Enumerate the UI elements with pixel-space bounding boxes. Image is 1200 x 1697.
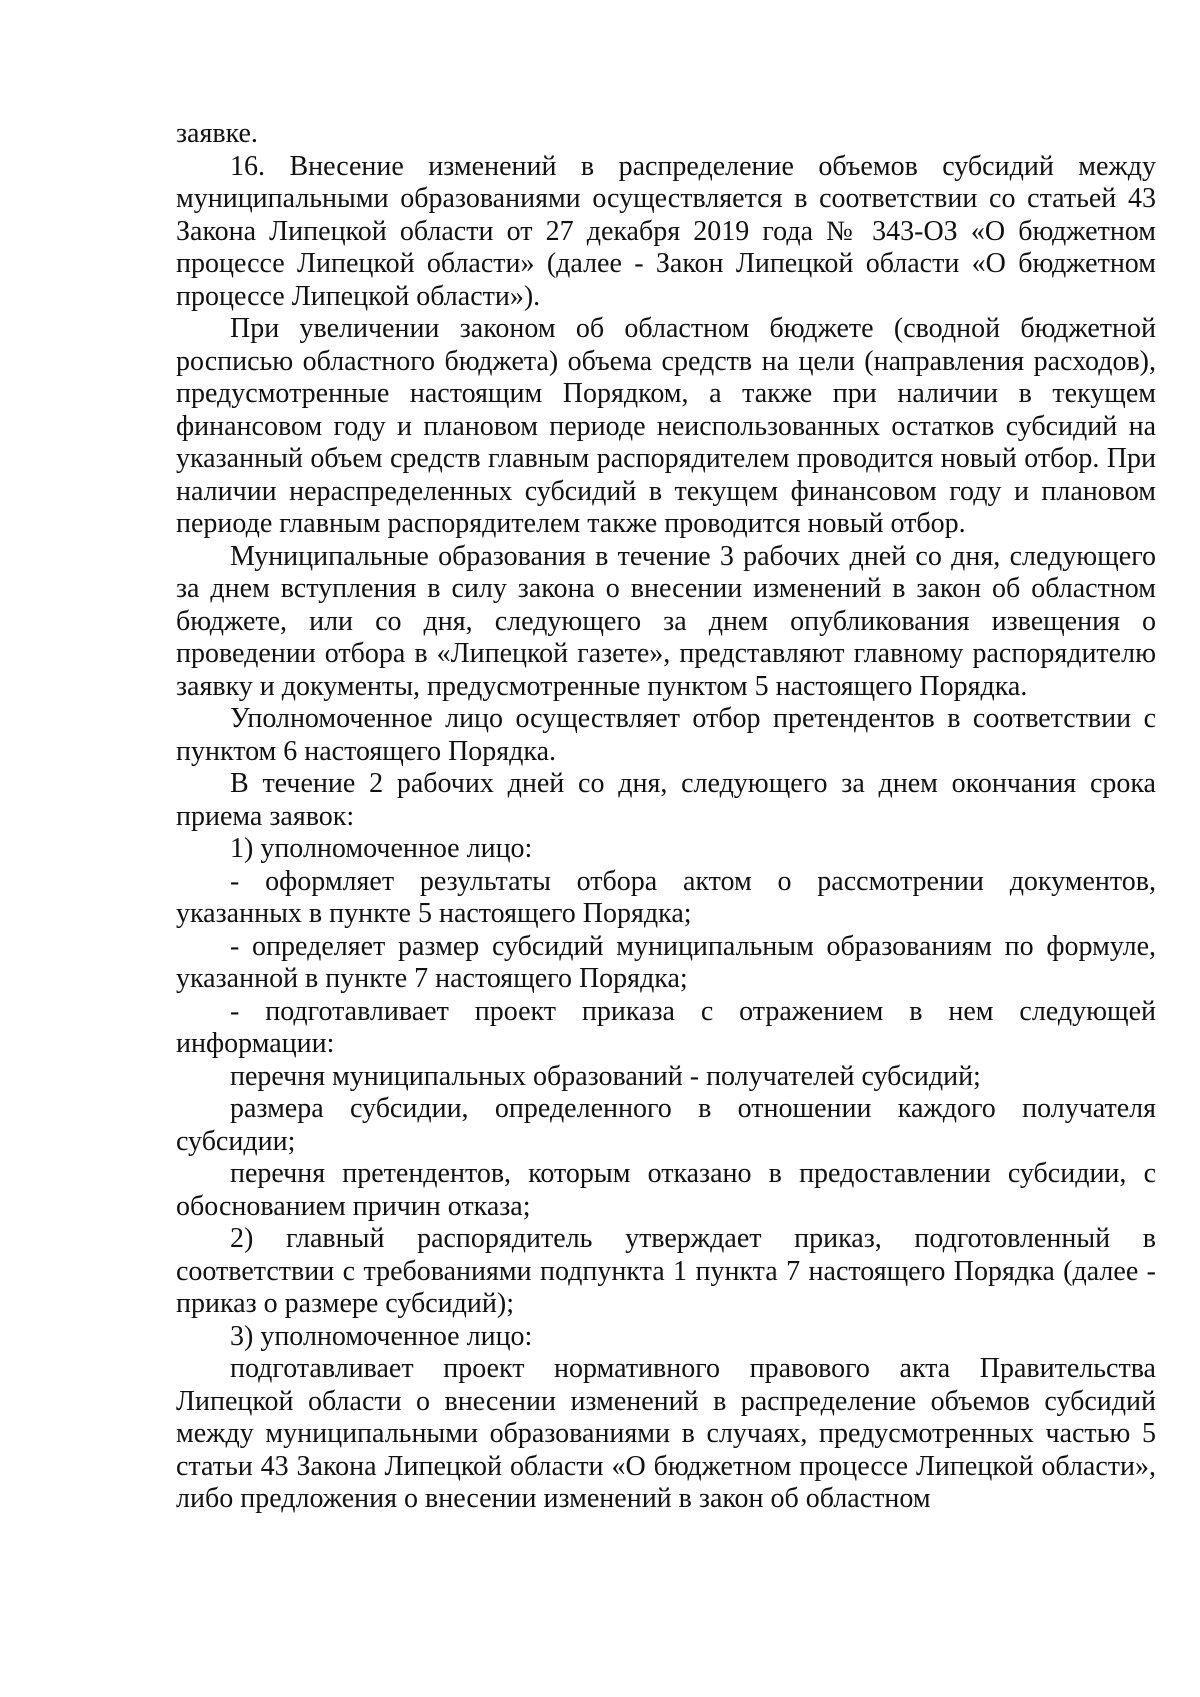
paragraph-new-selection: При увеличении законом об областном бюджете (сводной бюджетной росписью областного бюджета) объема средств на цели (направления расходов), предусмотренные настоящим Порядком, а также при наличии в текущем финансовом году и плановом периоде неиспользованных остатков субсидий на указанный объем средств главным распорядителем проводится новый отбор. При наличии нераспределенных субсидий в текущем финансовом году и плановом периоде главным распорядителем также проводится новый отбор. [176, 313, 1156, 539]
document-page [176, 118, 1156, 1516]
paragraph-list-recipients: перечня муниципальных образований - получателей субсидий; [230, 1060, 981, 1092]
paragraph-dash-act: - оформляет результаты отбора актом о рассмотрении документов, указанных в пункте 5 настоящего Порядка; [176, 865, 1156, 929]
paragraph-municipal-submission: Муниципальные образования в течение 3 рабочих дней со дня, следующего за днем вступления в силу закона о внесении изменений в закон об областном бюджете, или со дня, следующего за днем опубликования извещения о проведении отбора в «Липецкой газете», представляют главному распорядителю заявку и документы, предусмотренные пунктом 5 настоящего Порядка. [176, 540, 1156, 702]
paragraph-subitem-3: 3) уполномоченное лицо: [230, 1320, 533, 1352]
paragraph-list-refusals: перечня претендентов, которым отказано в предоставлении субсидии, с обоснованием причин отказа; [176, 1158, 1156, 1222]
paragraph-authorized-selection: Уполномоченное лицо осуществляет отбор претендентов в соответствии с пунктом 6 настоящего Порядка. [176, 703, 1156, 767]
paragraph-subitem-2: 2) главный распорядитель утверждает приказ, подготовленный в соответствии с требованиями подпункта 1 пункта 7 настоящего Порядка (далее - приказ о размере субсидий); [176, 1223, 1156, 1319]
paragraph-subitem-1: 1) уполномоченное лицо: [230, 833, 533, 864]
paragraph-dash-formula: - определяет размер субсидий муниципальным образованиям по формуле, указанной в пункте 7 настоящего Порядка; [176, 930, 1156, 994]
paragraph-deadline: В течение 2 рабочих дней со дня, следующего за днем окончания срока приема заявок: [176, 768, 1156, 832]
paragraph-item-16: 16. Внесение изменений в распределение объемов субсидий между муниципальными образованиями осуществляется в соответствии со статьей 43 Закона Липецкой области от 27 декабря 2019 года № 343-ОЗ «О бюджетном процессе Липецкой области» (далее - Закон Липецкой области «О бюджетном процессе Липецкой области»). [176, 150, 1156, 312]
paragraph-list-amounts: размера субсидии, определенного в отношении каждого получателя субсидии; [176, 1093, 1156, 1157]
paragraph-prepare-act: подготавливает проект нормативного правового акта Правительства Липецкой области о внесении изменений в распределение объемов субсидий между муниципальными образованиями в случаях, предусмотренных частью 5 статьи 43 Закона Липецкой области «О бюджетном процессе Липецкой области», либо предложения о внесении изменений в закон об областном [176, 1353, 1156, 1514]
paragraph-dash-order-draft: - подготавливает проект приказа с отражением в нем следующей информации: [176, 995, 1156, 1059]
paragraph-continuation: заявке. [176, 118, 258, 149]
